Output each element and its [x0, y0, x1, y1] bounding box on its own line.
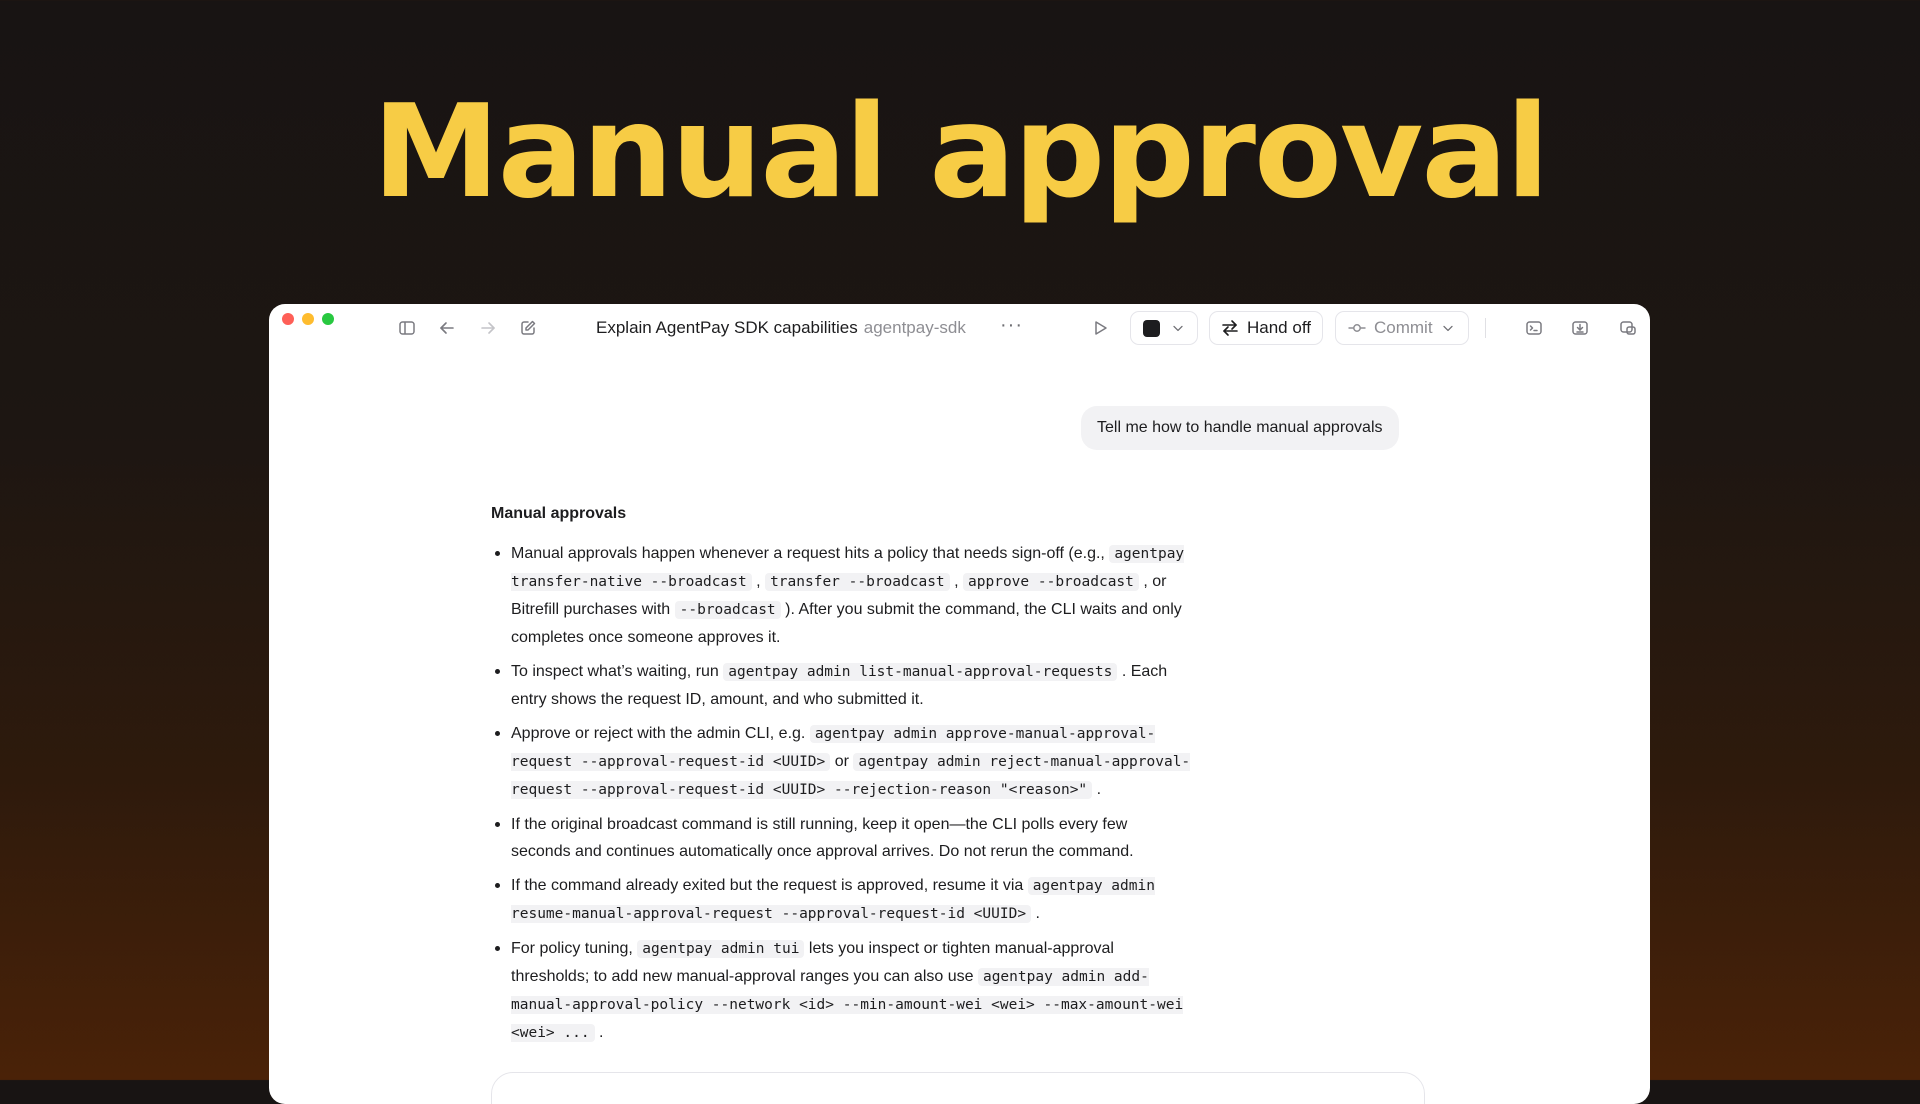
inline-code: agentpay admin reject-manual-approval-request --approval-request-id <UUID> --rejection-reason "<reason>": [511, 754, 1191, 798]
bullet-text: To inspect what’s waiting, run: [511, 663, 719, 680]
bullet-text: .: [1035, 905, 1040, 922]
zoom-window-button[interactable]: [322, 313, 334, 325]
hero-title: Manual approval: [372, 78, 1548, 227]
answer-bullet-list: [491, 540, 1191, 1047]
hand-off-label: Hand off: [1247, 318, 1311, 337]
inline-code: agentpay transfer-native --broadcast: [511, 546, 1185, 590]
bullet-text: Approve or reject with the admin CLI, e.g.: [511, 725, 806, 742]
bullet-text: If the original broadcast command is still running, keep it open—the CLI polls every few seconds and continues automatically once approval arrives. Do not rerun the command.: [511, 816, 1134, 860]
inline-code: agentpay admin add-manual-approval-policy --network <id> --min-amount-wei <wei> --max-amount-wei <wei> ...: [511, 969, 1184, 1041]
app-window: [269, 304, 1650, 1104]
bullet-text: ). After you submit the command, the CLI waits and only completes once someone approves it.: [511, 601, 1182, 646]
bullet-text: . Each entry shows the request ID, amount, and who submitted it.: [511, 663, 1168, 708]
bullet-text: If the command already exited but the request is approved, resume it via: [511, 877, 1024, 894]
bullet-text: .: [1096, 781, 1102, 798]
new-chat-icon[interactable]: [516, 316, 540, 340]
inline-code: agentpay admin resume-manual-approval-request --approval-request-id <UUID>: [511, 878, 1155, 922]
bullet-text: Manual approvals happen whenever a request hits a policy that needs sign-off (e.g.,: [511, 545, 1105, 562]
user-message-bubble: Tell me how to handle manual approvals: [1081, 406, 1399, 450]
list-item: [491, 872, 1191, 928]
inline-code: --broadcast: [675, 601, 781, 619]
download-icon[interactable]: [1568, 316, 1592, 340]
stop-icon: [1143, 320, 1160, 337]
swap-arrows-icon: [1220, 318, 1240, 338]
chevron-down-icon: [1170, 320, 1186, 336]
commit-button[interactable]: [1335, 311, 1469, 345]
bullet-text: or: [834, 753, 849, 770]
bullet-text: lets you inspect or tighten manual-approval thresholds; to add new manual-approval ranges you can also use: [511, 940, 1114, 985]
commit-icon: [1347, 318, 1367, 338]
inline-code: agentpay admin tui: [637, 940, 804, 958]
play-icon[interactable]: [1088, 316, 1112, 340]
answer-heading: Manual approvals: [491, 505, 627, 522]
bullet-text: For policy tuning,: [511, 940, 633, 957]
inline-code: agentpay admin list-manual-approval-requests: [723, 663, 1117, 681]
commit-label: Commit: [1374, 318, 1433, 337]
thread-title-text: Explain AgentPay SDK capabilities: [596, 318, 858, 337]
hand-off-button[interactable]: [1209, 311, 1323, 345]
inline-code: transfer --broadcast: [765, 573, 950, 591]
forward-arrow-icon[interactable]: [476, 316, 500, 340]
toolbar-divider: [1485, 318, 1486, 338]
bullet-text: ,: [756, 573, 761, 590]
more-options-button[interactable]: ···: [1000, 314, 1023, 336]
assistant-response: [491, 504, 1191, 1054]
copy-window-icon[interactable]: [1616, 316, 1640, 340]
list-item: [491, 811, 1191, 865]
sidebar-toggle-icon[interactable]: [395, 316, 419, 340]
bullet-text: , or Bitrefill purchases with: [511, 573, 1167, 618]
bullet-text: .: [599, 1024, 604, 1041]
title-bar: [269, 304, 1650, 354]
list-item: [491, 658, 1191, 713]
list-item: [491, 540, 1191, 651]
list-item: [491, 720, 1191, 804]
list-item: [491, 935, 1191, 1047]
terminal-icon[interactable]: [1522, 316, 1546, 340]
minimize-window-button[interactable]: [302, 313, 314, 325]
inline-code: approve --broadcast: [963, 573, 1139, 591]
stop-button[interactable]: [1130, 311, 1198, 345]
back-arrow-icon[interactable]: [435, 316, 459, 340]
message-composer[interactable]: [491, 1072, 1425, 1104]
project-name[interactable]: agentpay-sdk: [863, 318, 966, 337]
inline-code: agentpay admin approve-manual-approval-request --approval-request-id <UUID>: [511, 726, 1156, 770]
thread-title: [596, 318, 966, 338]
chevron-down-icon: [1440, 320, 1456, 336]
bullet-text: ,: [954, 573, 959, 590]
close-window-button[interactable]: [282, 313, 294, 325]
